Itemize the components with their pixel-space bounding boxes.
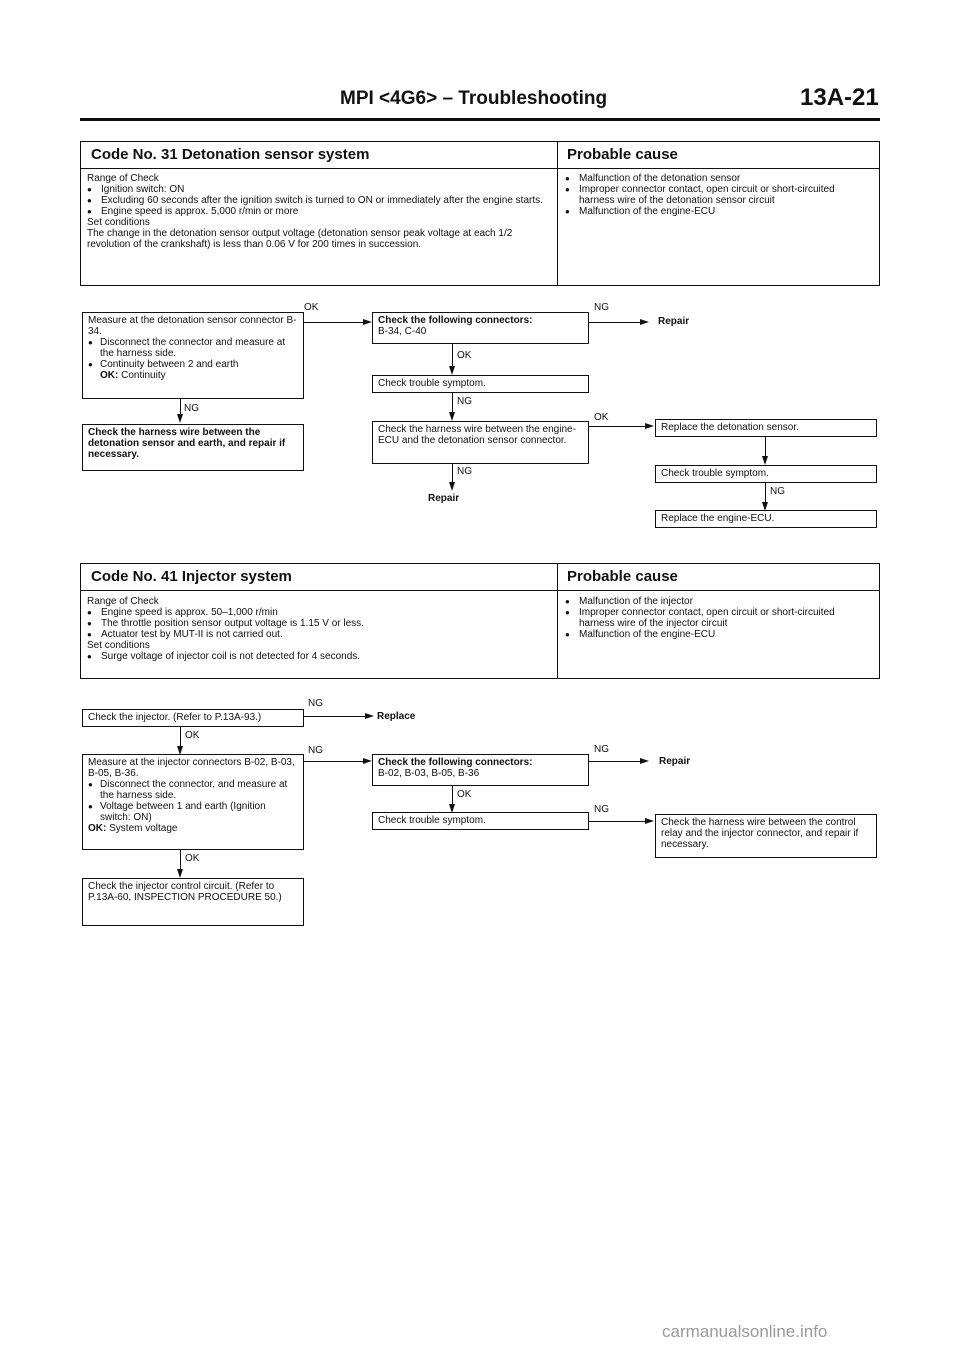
connector-line	[304, 716, 366, 717]
list-item: ● Actuator test by MUT-II is not carried out.	[87, 629, 551, 640]
ng-label: NG	[308, 698, 323, 709]
list-item: ● Continuity between 2 and earth	[88, 359, 298, 370]
replace-label: Replace	[377, 711, 416, 722]
connector-line	[304, 761, 364, 762]
ok-value: System voltage	[109, 823, 178, 834]
code-31-table	[80, 141, 880, 286]
connector-line	[452, 393, 453, 413]
list-item: ● Malfunction of the injector	[565, 596, 873, 607]
check-trouble-box	[372, 812, 589, 830]
arrow-right-icon	[363, 758, 372, 764]
connector-line	[765, 437, 766, 457]
arrow-right-icon	[645, 423, 654, 429]
connector-line	[452, 344, 453, 367]
list-item: ● Disconnect the connector, and measure at the harness side.	[88, 779, 298, 801]
list-item: ● Disconnect the connector and measure at the harness side.	[88, 337, 298, 359]
measure-intro: Measure at the injector connectors B-02, B-03, B-05, B-36.	[88, 757, 295, 779]
code-41-conditions	[87, 596, 551, 662]
header-rule	[80, 118, 880, 121]
ok-label: OK	[185, 730, 200, 741]
ng-label: NG	[457, 396, 472, 407]
ok-label: OK	[457, 789, 472, 800]
check-harness-earth-box	[82, 424, 304, 471]
connector-line	[304, 322, 364, 323]
probable-cause-heading: Probable cause	[567, 568, 678, 585]
check-trouble-box	[655, 465, 877, 483]
ok-label: OK	[457, 350, 472, 361]
connector-line	[589, 821, 646, 822]
range-label: Range of Check	[87, 173, 159, 184]
connector-line	[589, 761, 641, 762]
code-41-causes	[565, 596, 873, 640]
connector-line	[180, 727, 181, 747]
box-title: Check the following connectors:	[378, 757, 533, 768]
repair-label: Repair	[658, 316, 690, 327]
box-text: Check trouble symptom.	[378, 378, 486, 389]
connector-line	[180, 850, 181, 870]
replace-sensor-box	[655, 419, 877, 437]
list-item: ● Voltage between 1 and earth (Ignition switch: ON)	[88, 801, 298, 823]
box-text: B-02, B-03, B-05, B-36	[378, 768, 480, 779]
measure-intro: Measure at the detonation sensor connector B-34.	[88, 315, 297, 337]
arrow-down-icon	[449, 482, 455, 491]
connector-line	[589, 426, 646, 427]
ng-label: NG	[457, 466, 472, 477]
arrow-right-icon	[645, 818, 654, 824]
ok-label: OK	[185, 853, 200, 864]
watermark: carmanualsonline.info	[662, 1322, 828, 1341]
arrow-down-icon	[177, 414, 183, 423]
arrow-right-icon	[640, 758, 649, 764]
arrow-right-icon	[640, 319, 649, 325]
ok-label: OK:	[88, 823, 107, 834]
code-31-causes	[565, 173, 873, 217]
arrow-down-icon	[177, 869, 183, 878]
table-divider	[81, 168, 879, 169]
range-label: Range of Check	[87, 596, 159, 607]
box-text: Check the harness wire between the control relay and the injector connector, and repair if necessary.	[661, 817, 859, 850]
list-item: ● Improper connector contact, open circuit or short-circuited harness wire of the injector circuit	[565, 607, 873, 629]
set-conditions-label: Set conditions	[87, 217, 150, 228]
box-text: Check the harness wire between the engine-ECU and the detonation sensor connector.	[378, 424, 576, 446]
list-item: ● Excluding 60 seconds after the ignition switch is turned to ON or immediately after the engine starts.	[87, 195, 551, 206]
ng-label: NG	[594, 302, 609, 313]
ng-label: NG	[308, 745, 323, 756]
ok-criteria	[88, 370, 298, 381]
connector-line	[589, 322, 641, 323]
list-item: ● Malfunction of the engine-ECU	[565, 206, 873, 217]
code-31-conditions	[87, 173, 551, 250]
list-item: ● Engine speed is approx. 50–1,000 r/min	[87, 607, 551, 618]
connector-line	[180, 399, 181, 415]
check-harness-relay-box	[655, 814, 877, 858]
code-31-heading: Code No. 31 Detonation sensor system	[91, 146, 370, 163]
probable-cause-heading: Probable cause	[567, 146, 678, 163]
connector-line	[452, 464, 453, 483]
check-connectors-box	[372, 754, 589, 786]
box-title: Check the following connectors:	[378, 315, 533, 326]
box-text: Replace the detonation sensor.	[661, 422, 799, 433]
arrow-down-icon	[762, 456, 768, 465]
box-text: Check trouble symptom.	[661, 468, 769, 479]
set-conditions-label: Set conditions	[87, 640, 150, 651]
ok-value: Continuity	[121, 370, 166, 381]
list-item: ● Ignition switch: ON	[87, 184, 551, 195]
list-item: ● The throttle position sensor output voltage is 1.15 V or less.	[87, 618, 551, 629]
code-41-table	[80, 563, 880, 679]
code-41-heading: Code No. 41 Injector system	[91, 568, 292, 585]
ng-label: NG	[594, 744, 609, 755]
set-conditions-text: The change in the detonation sensor output voltage (detonation sensor peak voltage at each 1/2 revolution of the crankshaft) is less than 0.06 V for 200 times in succession.	[87, 228, 513, 250]
list-item: ● Malfunction of the engine-ECU	[565, 629, 873, 640]
arrow-down-icon	[449, 366, 455, 375]
repair-label: Repair	[428, 493, 460, 504]
repair-label: Repair	[659, 756, 691, 767]
measure-detonation-connector-box	[82, 312, 304, 399]
ng-label: NG	[770, 486, 785, 497]
table-divider	[557, 564, 558, 678]
box-text: B-34, C-40	[378, 326, 427, 337]
ok-criteria	[88, 823, 298, 834]
check-trouble-box	[372, 375, 589, 393]
list-item: ● Engine speed is approx. 5,000 r/min or more	[87, 206, 551, 217]
arrow-right-icon	[365, 713, 374, 719]
ng-label: NG	[594, 804, 609, 815]
check-harness-ecu-box	[372, 421, 589, 464]
connector-line	[452, 786, 453, 805]
check-control-circuit-box	[82, 878, 304, 926]
box-text: Check the injector. (Refer to P.13A-93.)	[88, 712, 262, 723]
box-text: Check trouble symptom.	[378, 815, 486, 826]
list-item: ● Surge voltage of injector coil is not detected for 4 seconds.	[87, 651, 551, 662]
connector-line	[765, 483, 766, 503]
list-item: ● Improper connector contact, open circuit or short-circuited harness wire of the detonation sensor circuit	[565, 184, 873, 206]
check-injector-box	[82, 709, 304, 727]
ng-label: NG	[184, 403, 199, 414]
arrow-down-icon	[449, 412, 455, 421]
arrow-right-icon	[363, 319, 372, 325]
table-divider	[81, 590, 879, 591]
ok-label: OK	[594, 412, 609, 423]
box-text: Check the injector control circuit. (Refer to P.13A-60, INSPECTION PROCEDURE 50.)	[88, 881, 282, 903]
check-connectors-box	[372, 312, 589, 344]
page-title: MPI <4G6> – Troubleshooting	[340, 88, 608, 109]
measure-injector-connectors-box	[82, 754, 304, 850]
ok-label: OK:	[100, 370, 119, 381]
replace-ecu-box	[655, 510, 877, 528]
box-text: Replace the engine-ECU.	[661, 513, 775, 524]
page-number: 13A-21	[800, 84, 879, 111]
ok-label: OK	[304, 302, 319, 313]
list-item: ● Malfunction of the detonation sensor	[565, 173, 873, 184]
table-divider	[557, 142, 558, 285]
box-text: Check the harness wire between the detonation sensor and earth, and repair if necessary.	[88, 427, 286, 460]
